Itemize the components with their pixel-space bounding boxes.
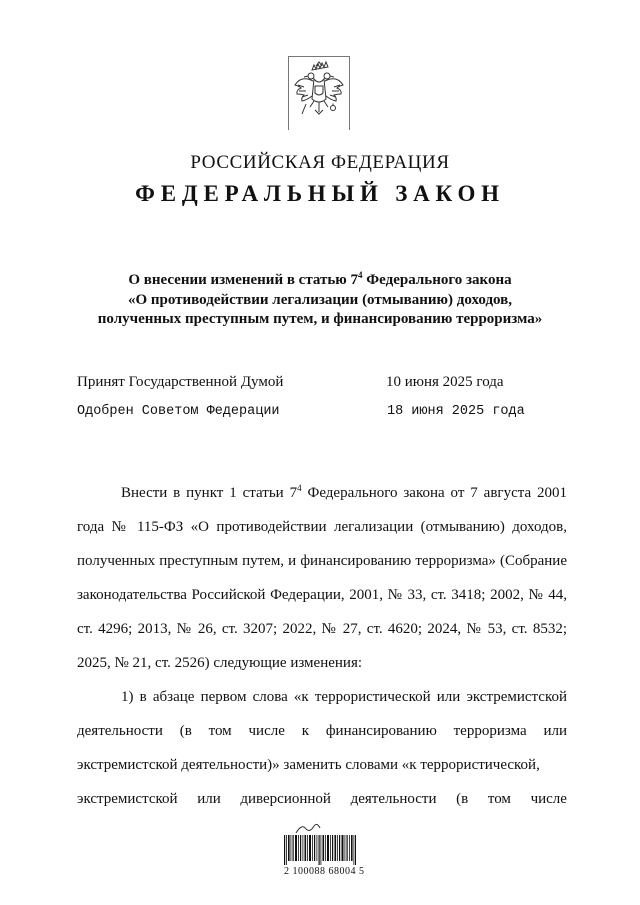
last-line-word: диверсионной: [240, 791, 331, 807]
article-superscript: 4: [358, 270, 363, 280]
barcode-number: 2 100088 68004 5: [284, 866, 365, 877]
law-title-line-1-suffix: Федерального закона: [362, 272, 512, 288]
law-title-line-2: «О противодействии легализации (отмыванию) доходов,: [127, 291, 513, 308]
law-body: [77, 476, 567, 816]
country-name: РОССИЙСКАЯ ФЕДЕРАЦИЯ: [190, 152, 450, 173]
last-line-word: деятельности: [350, 791, 437, 807]
law-title-line-3: полученных преступным путем, и финансированию терроризма»: [97, 311, 543, 327]
last-line-word: том: [487, 791, 511, 807]
body-paragraph-1: [77, 476, 567, 680]
adopted-by-duma-label: Принят Государственной Думой: [77, 374, 284, 390]
body-paragraph-2: 1) в абзаце первом слова «к террористической или экстремистской деятельности (в том числе к финансированию терроризма или экстремистской деятельности)» заменить словами «к террористической,: [77, 689, 567, 773]
barcode-icon: [284, 835, 356, 865]
law-title: [0, 266, 640, 330]
russian-emblem-icon: [292, 60, 346, 126]
law-title-line-1: [0, 266, 640, 291]
document-type: ФЕДЕРАЛЬНЫЙ ЗАКОН: [135, 181, 505, 206]
last-line-word: числе: [530, 791, 567, 807]
last-line-word: экстремистской: [77, 791, 178, 807]
approved-by-council-label: Одобрен Советом Федерации: [77, 404, 280, 419]
adopted-by-duma-date: 10 июня 2025 года: [386, 374, 504, 390]
law-title-line-1-prefix: О внесении изменений в статью 7: [128, 272, 359, 288]
last-line-word: (в: [456, 791, 469, 807]
last-line-word: или: [197, 791, 221, 807]
signature-mark-icon: [295, 823, 321, 835]
body-article-superscript: 4: [297, 483, 302, 493]
emblem-frame: [288, 56, 350, 130]
approved-by-council-date: 18 июня 2025 года: [387, 404, 525, 419]
body-paragraph-1-start: Внести в пункт 1 статьи 7: [121, 485, 298, 501]
body-paragraph-1-rest: Федерального закона от 7 августа 2001 года № 115-ФЗ «О противодействии легализации (отмыванию) доходов, полученных преступным путем, и финансированию терроризма» (Собрание законодательства Российской Федерации, 2001, № 33, ст. 3418; 2002, № 44, ст. 4296; 2013, № 26, ст. 3207; 2022, № 27, ст. 4620; 2024, № 53, ст. 8532; 2025, № 21, ст. 2526) следующие изменения:: [77, 485, 567, 671]
body-paragraph-2-last-line: [77, 782, 567, 816]
